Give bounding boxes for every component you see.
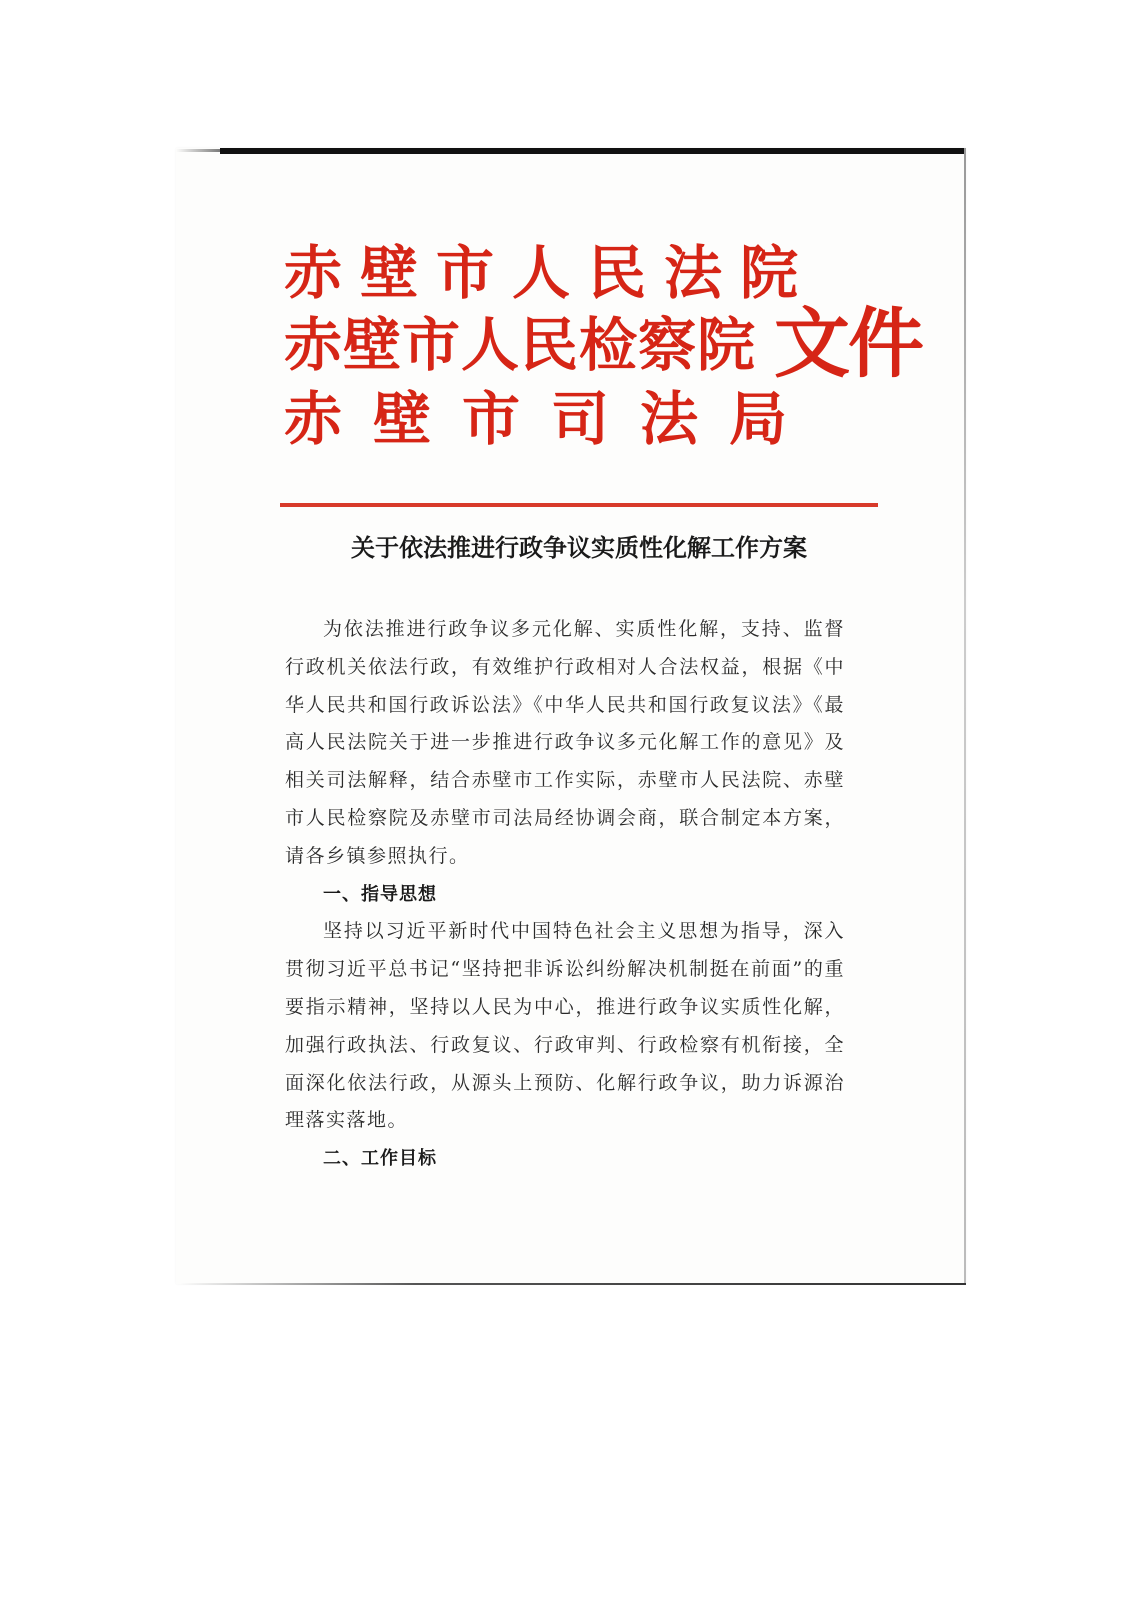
section-heading: 二、工作目标 [323, 1148, 437, 1170]
section-paragraph: 坚持以习近平新时代中国特色社会主义思想为指导，深入贯彻习近平总书记“坚持把非诉讼纠纷解决机制挺在前面”的重要指示精神，坚持以人民为中心，推进行政争议实质性化解，加强行政执法、行政复议、行政审判、行政检察有机衔接，全面深化依法行政，从源头上预防、化解行政争议，助力诉源治理落实落地。 [285, 920, 845, 1132]
document-title: 关于依法推进行政争议实质性化解工作方案 [351, 533, 807, 562]
issuer-procuratorate: 赤壁市人民检察院 [284, 311, 757, 379]
header-divider [280, 503, 878, 507]
section-heading: 一、指导思想 [323, 883, 437, 905]
issuer-justice-bureau: 赤壁市司法局 [284, 385, 819, 453]
intro-paragraph: 为依法推进行政争议多元化解、实质性化解，支持、监督行政机关依法行政，有效维护行政相对人合法权益，根据《中华人民共和国行政诉讼法》《中华人民共和国行政复议法》《最高人民法院关于进一步推进行政争议多元化解工作的意见》及相关司法解释，结合赤壁市工作实际，赤壁市人民法院、赤壁市人民检察院及赤壁市司法局经协调会商，联合制定本方案，请各乡镇参照执行。 [285, 618, 845, 867]
scan-right-edge [964, 148, 966, 1284]
document-header [284, 240, 924, 458]
scan-top-edge [220, 148, 966, 154]
document-body [285, 611, 845, 1178]
document-type-label: 文件 [774, 299, 922, 388]
scan-bottom-edge [180, 1283, 966, 1285]
issuer-court: 赤壁市人民法院 [284, 239, 817, 307]
